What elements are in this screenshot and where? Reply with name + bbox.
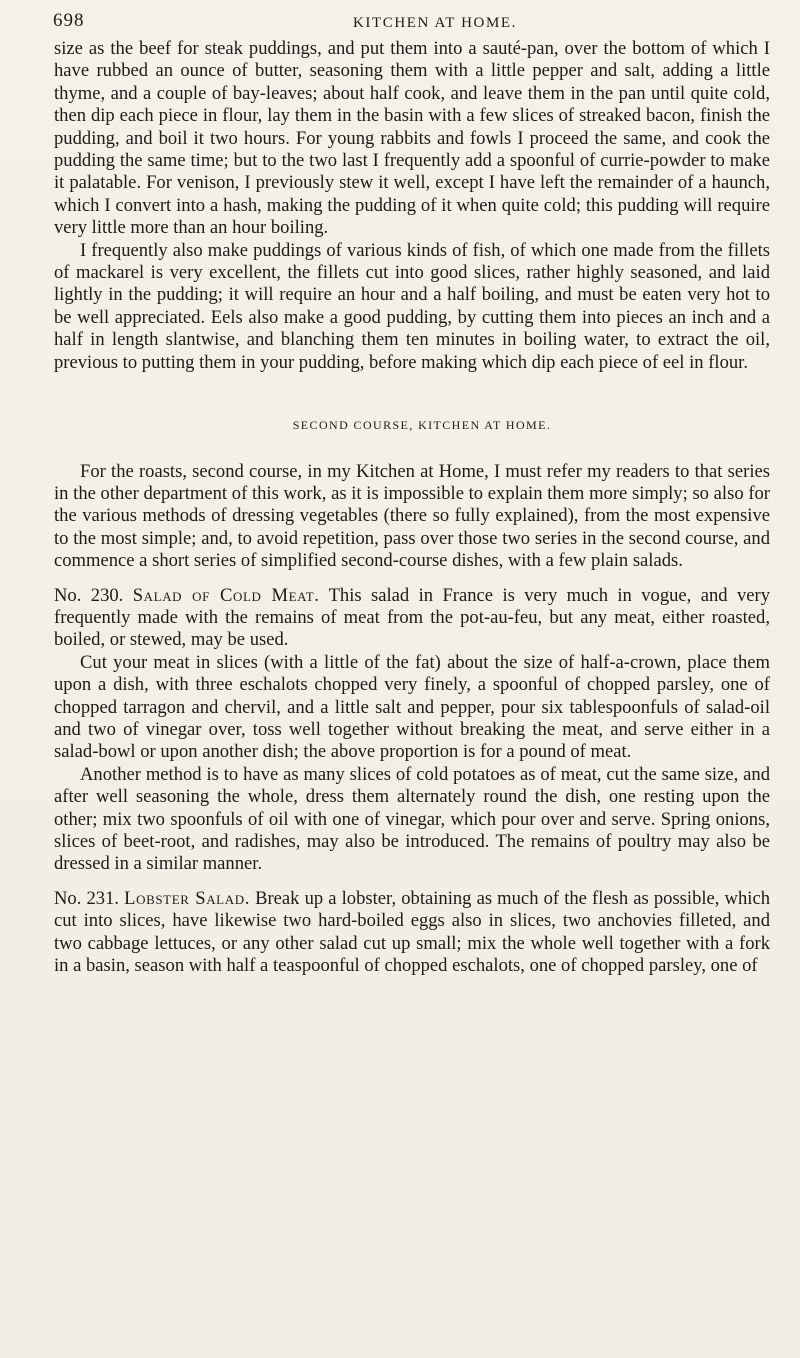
recipe-230-paragraph-2: Cut your meat in slices (with a little of the fat) about the size of half-a-crown, place them upon a dish, with three eschalots chopped very finely, a spoonful of chopped parsley, one of chopped tarragon and chervil, and a little salt and pepper, pour six tablespoonfuls of salad-oil and two of vinegar over, toss well together without breaking the meat, and serve either in a salad-bowl or upon another dish; the above proportion is for a pound of meat. — [54, 651, 770, 763]
paragraph-puddings-continued: size as the beef for steak puddings, and put them into a sauté-pan, over the bottom of which I have rubbed an ounce of butter, seasoning them with a little pepper and salt, adding a little thyme, and a couple of bay-leaves; about half cook, and leave them in the pan until quite cold, then dip each piece in flour, lay them in the basin with a few slices of streaked bacon, finish the pudding, and boil it two hours. For young rabbits and fowls I proceed the same, and cook the pudding the same time; but to the two last I frequently add a spoonful of currie-powder to make it palatable. For venison, I previously stew it well, except I have left the remainder of a haunch, which I convert into a hash, making the pudding of it when quite cold; this pudding will require very little more than an hour boiling. — [54, 38, 770, 239]
recipe-231-number: No. 231. — [54, 887, 120, 909]
recipe-230-text: This salad in France is very much in vogue, and very frequently made with the remains of meat from the pot-au-feu, but any meat, either roasted, boiled, or stewed, may be used. — [54, 584, 771, 651]
recipe-230-number: No. 230. — [54, 584, 124, 606]
recipe-230-paragraph-3: Another method is to have as many slices of cold potatoes as of meat, cut the same size, and after well seasoning the whole, dress them alternately round the dish, one resting upon the other; mix two spoonfuls of oil with one of vinegar, which pour over and serve. Spring onions, slices of beet-root, and radishes, may also be introduced. The remains of poultry may also be dressed in a similar manner. — [54, 763, 770, 875]
paragraph-fish-puddings: I frequently also make puddings of various kinds of fish, of which one made from the fillets of mackarel is very excellent, the fillets cut into good slices, rather highly seasoned, and laid lightly in the pudding; it will require an hour and a half boiling, and must be eaten very hot to be well appreciated. Eels also make a good pudding, by cutting them into pieces an inch and a half in length slantwise, and blanching them ten minutes in boiling water, to extract the oil, previous to putting them in your pudding, before making which dip each piece of eel in flour. — [54, 239, 770, 373]
recipe-231-text: Break up a lobster, obtaining as much of the flesh as possible, which cut into slices, have likewise two hard-boiled eggs also in slices, two anchovies filleted, and two cabbage lettuces, or any other salad cut up small; mix the whole well together with a fork in a basin, season with half a teaspoonful of chopped eschalots, one of chopped parsley, one of — [54, 887, 770, 977]
recipe-230 — [54, 585, 770, 652]
page-number: 698 — [53, 10, 85, 31]
recipe-231-title: Lobster Salad. — [124, 887, 250, 909]
recipe-230-title: Salad of Cold Meat. — [132, 584, 320, 606]
paragraph-second-course-intro: For the roasts, second course, in my Kitchen at Home, I must refer my readers to that series in the other department of this work, as it is impossible to explain them more simply; so also for the various methods of dressing vegetables (there so fully explained), from the most expensive to the most simple; and, to avoid repetition, pass over those two series in the second course, and commence a short series of simplified second-course dishes, with a few plain salads. — [54, 460, 770, 572]
recipe-231 — [54, 888, 770, 978]
section-heading: SECOND COURSE, KITCHEN AT HOME. — [292, 418, 552, 433]
running-head: KITCHEN AT HOME. — [352, 15, 518, 31]
page-body — [54, 38, 770, 977]
